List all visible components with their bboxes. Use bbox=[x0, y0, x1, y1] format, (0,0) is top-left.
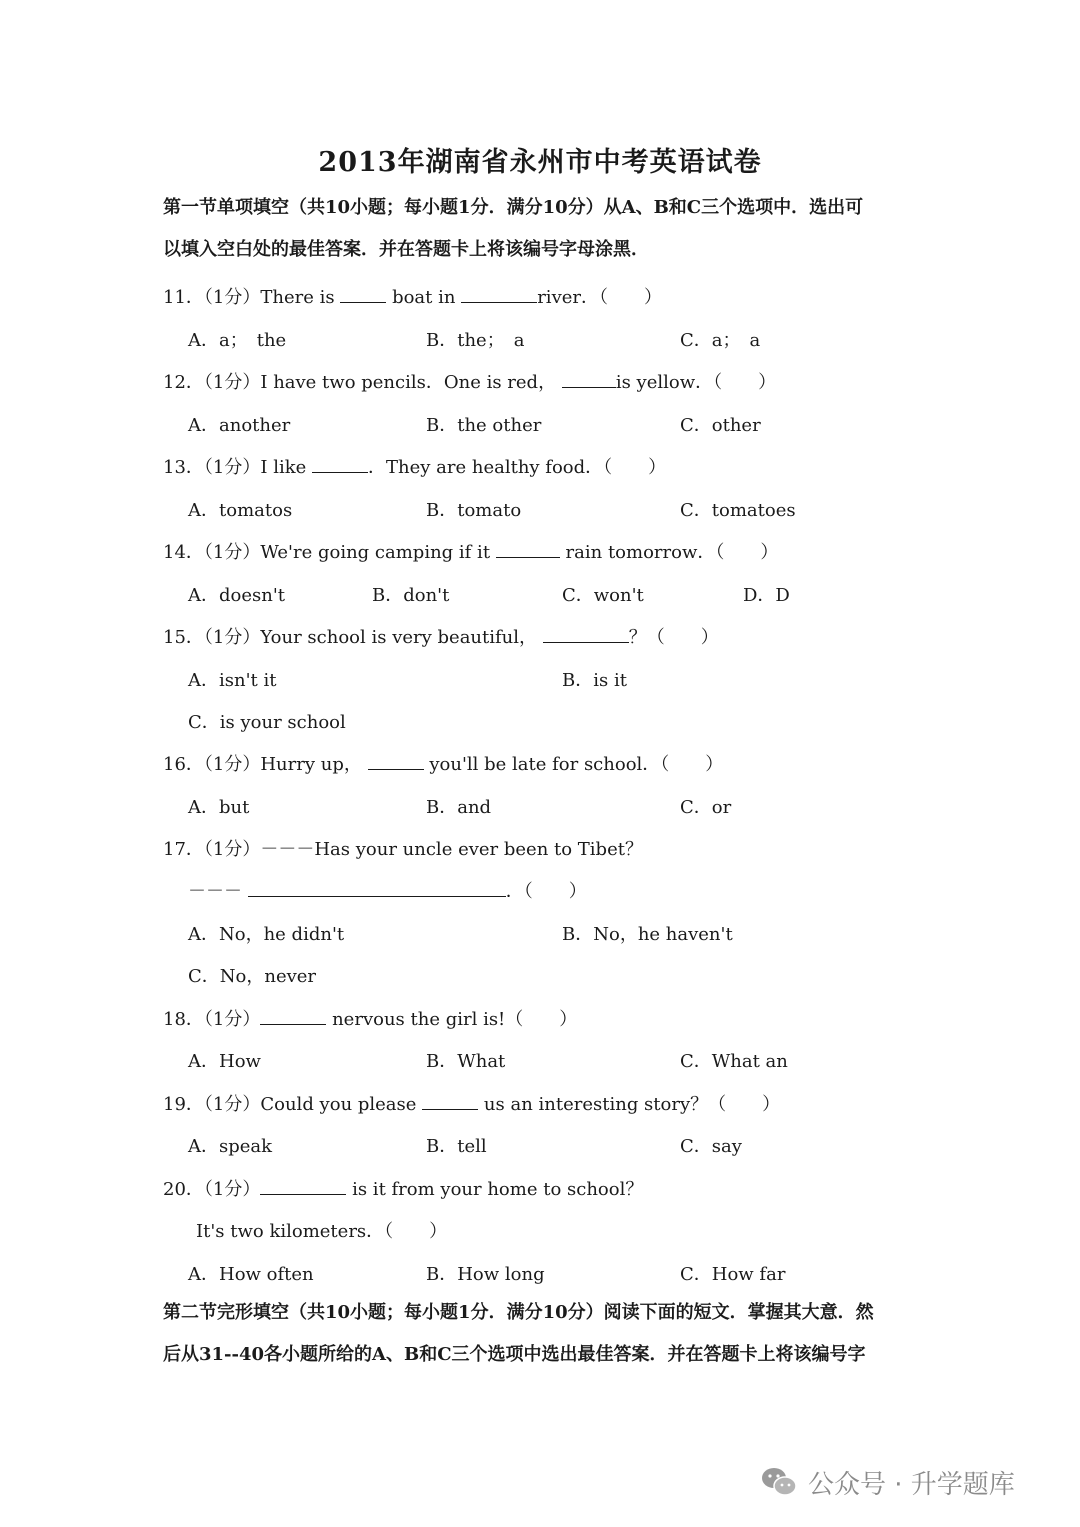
question-18 bbox=[163, 1005, 577, 1031]
q19-option-b[interactable]: B．tell bbox=[426, 1136, 487, 1157]
question-15 bbox=[163, 623, 719, 649]
q11-option-a[interactable]: A．a； the bbox=[188, 330, 287, 351]
q18-option-c[interactable]: C．What an bbox=[680, 1051, 788, 1072]
q11-blank-1 bbox=[340, 284, 386, 303]
q15-stem: 15．（1分）Your school is very beautiful， bbox=[163, 627, 538, 648]
q13-blank bbox=[312, 454, 368, 473]
q18-blank bbox=[260, 1006, 326, 1025]
q15-option-a[interactable]: A．isn't it bbox=[188, 670, 277, 691]
q14-end: rain tomorrow．（ ） bbox=[565, 542, 779, 563]
q17-option-a[interactable]: A．No，he didn't bbox=[188, 924, 345, 945]
q16-stem: 16．（1分）Hurry up， bbox=[163, 754, 362, 775]
q12-option-b[interactable]: B．the other bbox=[426, 415, 542, 436]
q16-blank bbox=[368, 751, 424, 770]
q20-stem: 20．（1分） bbox=[163, 1179, 261, 1200]
question-17-line2 bbox=[188, 877, 587, 903]
q14-option-d[interactable]: D．D bbox=[743, 585, 790, 606]
question-14 bbox=[163, 538, 778, 564]
q18-stem: 18．（1分） bbox=[163, 1009, 261, 1030]
q19-end: us an interesting story？（ ） bbox=[483, 1094, 781, 1115]
q19-option-c[interactable]: C．say bbox=[680, 1136, 742, 1157]
q15-option-b[interactable]: B．is it bbox=[562, 670, 627, 691]
q17-option-b[interactable]: B．No，he haven't bbox=[562, 924, 733, 945]
page-title: 2013年湖南省永州市中考英语试卷 bbox=[318, 147, 762, 178]
q17-dashes: －－－ bbox=[188, 881, 242, 902]
q19-blank bbox=[422, 1091, 478, 1110]
q17-stem: 17．（1分）－－－Has your uncle ever been to Tibet？ bbox=[163, 839, 643, 860]
q11-option-b[interactable]: B．the； a bbox=[426, 330, 525, 351]
q16-end: you'll be late for school．（ ） bbox=[429, 754, 724, 775]
q19-option-a[interactable]: A．speak bbox=[188, 1136, 273, 1157]
q16-option-a[interactable]: A．but bbox=[188, 797, 250, 818]
section2-instructions bbox=[163, 1292, 923, 1376]
q20-option-b[interactable]: B．How long bbox=[426, 1264, 545, 1285]
q15-option-c[interactable]: C．is your school bbox=[188, 712, 346, 733]
q12-option-c[interactable]: C．other bbox=[680, 415, 761, 436]
q14-blank bbox=[496, 539, 560, 558]
q15-blank bbox=[543, 624, 629, 643]
q19-stem: 19．（1分）Could you please bbox=[163, 1094, 417, 1115]
q17-blank bbox=[248, 878, 506, 897]
q12-stem: 12．（1分）I have two pencils．One is red， bbox=[163, 372, 557, 393]
q13-end: ．They are healthy food．（ ） bbox=[368, 457, 667, 478]
q20-option-c[interactable]: C．How far bbox=[680, 1264, 786, 1285]
q11-option-c[interactable]: C．a； a bbox=[680, 330, 761, 351]
q12-option-a[interactable]: A．another bbox=[188, 415, 291, 436]
q14-option-c[interactable]: C．won't bbox=[562, 585, 644, 606]
q20-end: is it from your home to school？ bbox=[352, 1179, 644, 1200]
q14-option-a[interactable]: A．doesn't bbox=[188, 585, 286, 606]
q13-stem: 13．（1分）I like bbox=[163, 457, 307, 478]
q12-blank bbox=[562, 369, 616, 388]
q14-option-b[interactable]: B．don't bbox=[372, 585, 450, 606]
q15-end: ？（ ） bbox=[628, 627, 719, 648]
section1-line2: 以填入空白处的最佳答案．并在答题卡上将该编号字母涂黑． bbox=[163, 239, 649, 260]
question-17 bbox=[163, 835, 643, 861]
q18-end: nervous the girl is!（ ） bbox=[332, 1009, 578, 1030]
section2-line1: 第二节完形填空（共10小题；每小题1分．满分10分）阅读下面的短文．掌握其大意．然 bbox=[163, 1302, 874, 1323]
q17-end: ．（ ） bbox=[505, 881, 587, 902]
question-16 bbox=[163, 750, 723, 776]
question-20-line2: It's two kilometers．（ ） bbox=[196, 1221, 448, 1242]
q12-end: is yellow．（ ） bbox=[615, 372, 777, 393]
section1-line1: 第一节单项填空（共10小题；每小题1分．满分10分）从A、B和C三个选项中．选出可 bbox=[163, 197, 864, 218]
q14-stem: 14．（1分）We're going camping if it bbox=[163, 542, 491, 563]
question-12 bbox=[163, 368, 776, 394]
question-20 bbox=[163, 1175, 643, 1201]
question-13 bbox=[163, 453, 666, 479]
q11-blank-2 bbox=[461, 284, 537, 303]
q11-mid: boat in bbox=[392, 287, 456, 308]
wechat-icon bbox=[760, 1465, 798, 1499]
section2-line2: 后从31--40各小题所给的A、B和C三个选项中选出最佳答案．并在答题卡上将该编号字 bbox=[163, 1344, 866, 1365]
q13-option-c[interactable]: C．tomatoes bbox=[680, 500, 796, 521]
q11-stem: 11．（1分）There is bbox=[163, 287, 335, 308]
q16-option-c[interactable]: C．or bbox=[680, 797, 732, 818]
q17-option-c[interactable]: C．No，never bbox=[188, 966, 317, 987]
q16-option-b[interactable]: B．and bbox=[426, 797, 492, 818]
question-19 bbox=[163, 1090, 780, 1116]
q13-option-a[interactable]: A．tomatos bbox=[188, 500, 293, 521]
watermark bbox=[760, 1462, 1015, 1502]
question-11 bbox=[163, 283, 662, 309]
section1-instructions bbox=[163, 187, 923, 271]
q20-option-a[interactable]: A．How often bbox=[188, 1264, 314, 1285]
q18-option-a[interactable]: A．How bbox=[188, 1051, 261, 1072]
q11-end: river．（ ） bbox=[537, 287, 662, 308]
q20-blank bbox=[260, 1176, 346, 1195]
watermark-text: 公众号 · 升学题库 bbox=[808, 1469, 1015, 1500]
q18-option-b[interactable]: B．What bbox=[426, 1051, 506, 1072]
q13-option-b[interactable]: B．tomato bbox=[426, 500, 522, 521]
